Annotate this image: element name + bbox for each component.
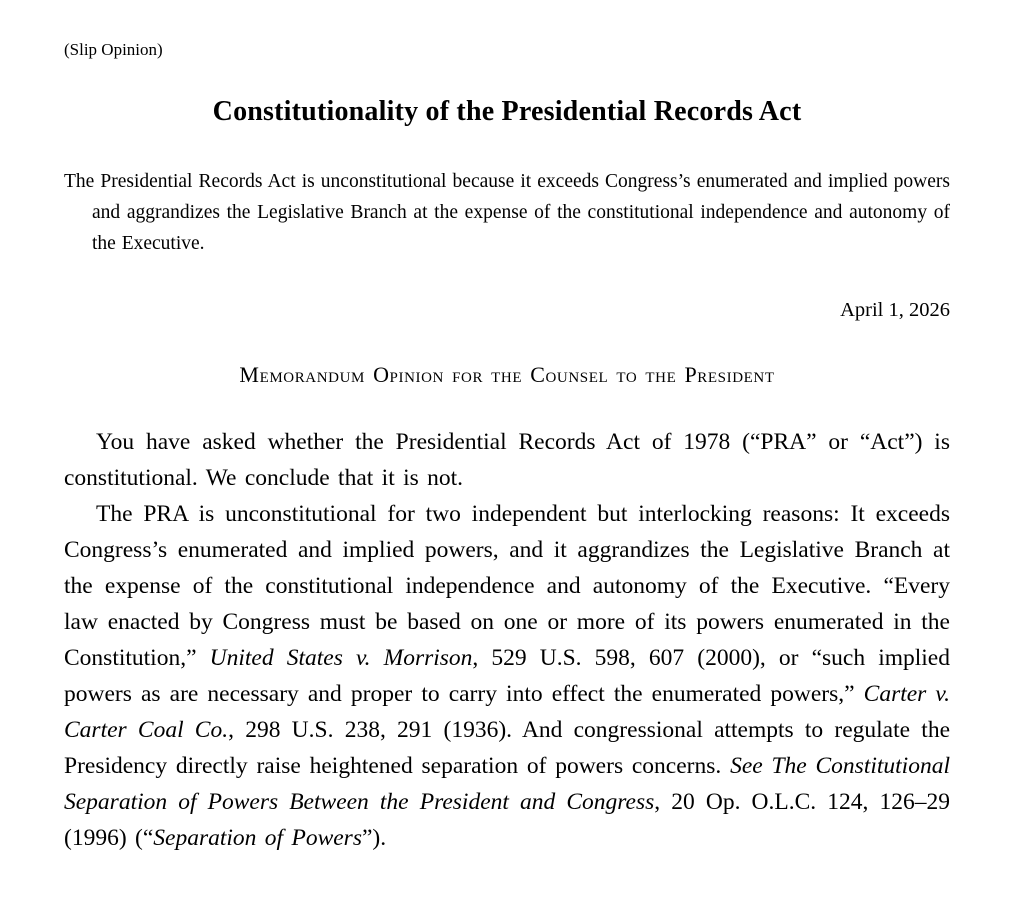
text-segment: , 20 Op. O.L.C. 124, 126–29 (1996) (“ [64,789,950,852]
slip-opinion-note: (Slip Opinion) [64,40,163,59]
text-segment: ”). [361,825,387,852]
italic-citation: United States v. Morrison [209,645,473,672]
headnote: The Presidential Records Act is unconstitutional because it exceeds Congress’s enumerated and implied powers and aggrandizes the Legislative Branch at the expense of the constitutional independence and autonomy of the Executive. [64,171,950,255]
paragraph-2 [64,496,950,856]
document-title: Constitutionality of the Presidential Records Act [212,96,802,128]
italic-citation: See The Constitutional Separation of Powers Between the President and Congress [64,753,950,816]
memorandum-heading: Memorandum Opinion for the Counsel to the President [239,362,775,388]
italic-citation: Separation of Powers [153,825,362,852]
text-segment: You have asked whether the Presidential Records Act of 1978 (“PRA” or “Act”) is constitutional. We conclude that it is not. [64,429,950,492]
text-segment: , 298 U.S. 238, 291 (1936). And congressional attempts to regulate the Presidency directly raise heightened separation of powers concerns. [64,717,950,780]
paragraph-1 [64,424,950,496]
opinion-date: April 1, 2026 [840,299,950,322]
italic-citation: Carter v. Carter Coal Co. [64,681,950,744]
text-segment: , 529 U.S. 598, 607 (2000), or “such implied powers as are necessary and proper to carry into effect the enumerated powers,” [64,645,950,708]
text-segment: The PRA is unconstitutional for two independent but interlocking reasons: It exceeds Congress’s enumerated and implied powers, and it aggrandizes the Legislative Branch at the expense of the constitutional independence and autonomy of the Executive. “Every law enacted by Congress must be based on one or more of its powers enumerated in the Constitution,” [64,501,950,672]
